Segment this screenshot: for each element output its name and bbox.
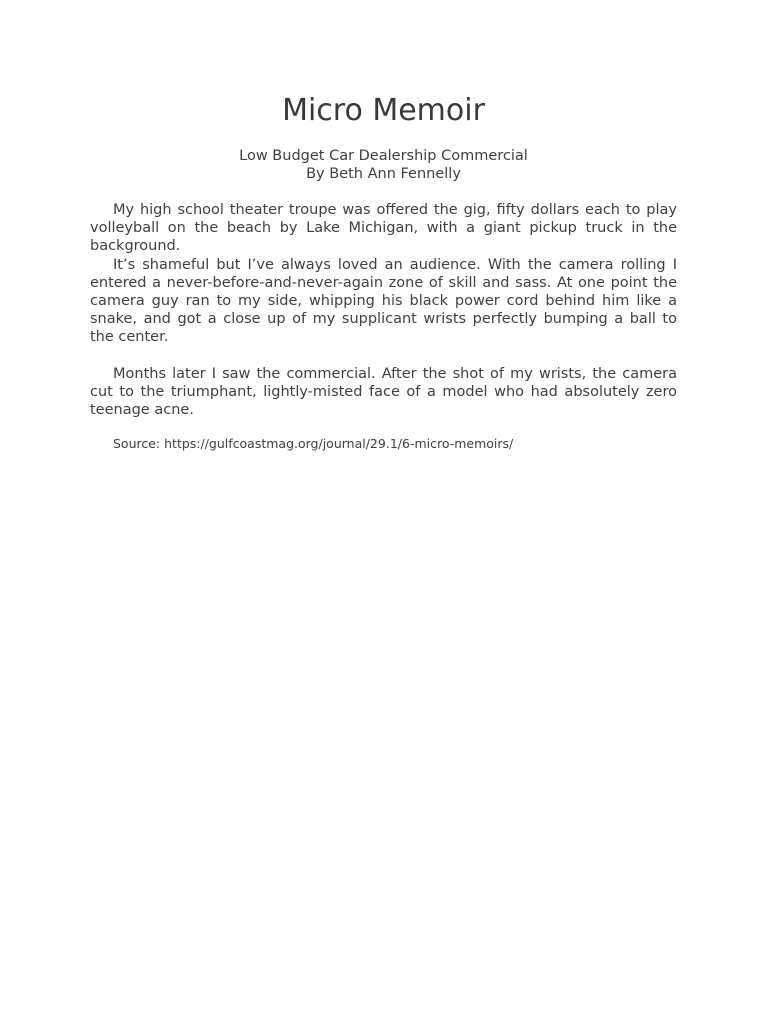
source-citation: Source: https://gulfcoastmag.org/journal/29.1/6-micro-memoirs/ [113,436,514,451]
body-paragraph: My high school theater troupe was offered the gig, fifty dollars each to play volleyball on the beach by Lake Michigan, with a giant pickup truck in the background. [90,202,677,255]
body-paragraph: Months later I saw the commercial. After the shot of my wrists, the camera cut to the triumphant, lightly-misted face of a model who had absolutely zero teenage acne. [90,365,677,419]
piece-title: Low Budget Car Dealership Commercial [239,148,528,164]
document-title: Micro Memoir [282,93,485,128]
author-byline: By Beth Ann Fennelly [306,166,461,182]
document-subtitle [90,147,677,183]
body-paragraph: It’s shameful but I’ve always loved an audience. With the camera rolling I entered a never-before-and-never-again zone of skill and sass. At one point the camera guy ran to my side, whipping his black power cord behind him like a snake, and got a close up of my supplicant wrists perfectly bumping a ball to the center. [90,256,677,346]
memoir-body [90,201,677,419]
